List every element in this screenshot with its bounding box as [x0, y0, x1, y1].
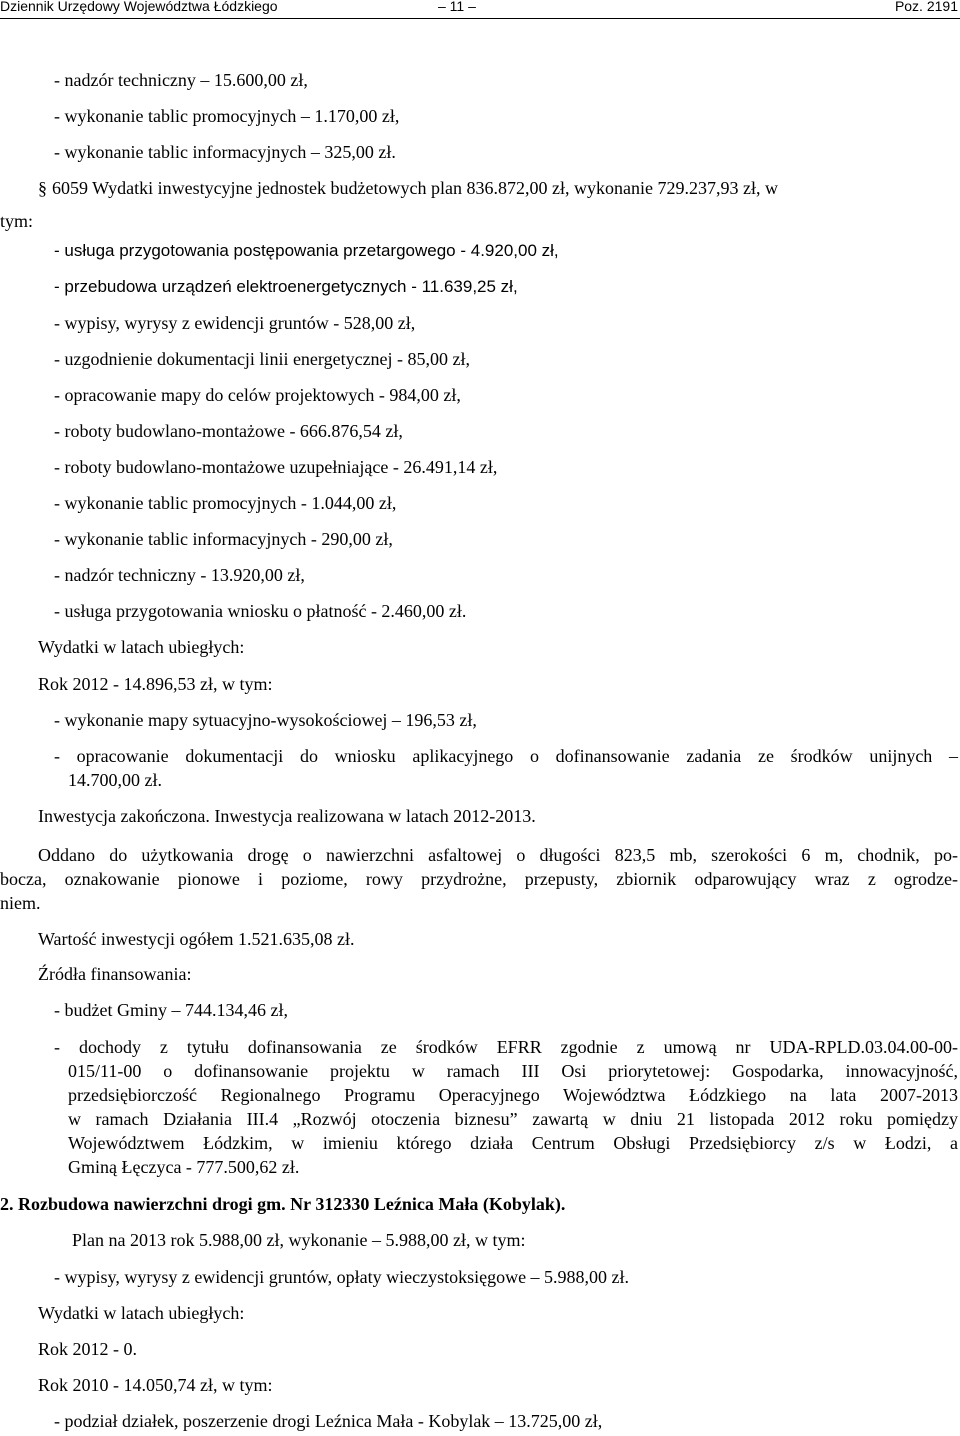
- efrr-line: - dochody z tytułu dofinansowania ze środków EFRR zgodnie z umową nr UDA-RPLD.03.04.00-00-: [54, 1037, 958, 1057]
- item-6059-text: 6059 Wydatki inwestycyjne jednostek budżetowych plan 836.872,00 zł, wykonanie 729.237,93 zł, w: [52, 178, 778, 198]
- efrr-line: 015/11-00 o dofinansowanie projektu w ramach III Osi priorytetowej: Gospodarka, innowacyjność,: [68, 1061, 958, 1081]
- total-value: Wartość inwestycji ogółem 1.521.635,08 zł.: [38, 929, 355, 949]
- handover-paragraph-line: bocza, oznakowanie pionowe i poziome, rowy przydrożne, przepusty, zbiornik odparowujący wraz z ogrodze-: [0, 869, 958, 889]
- completion-note: Inwestycja zakończona. Inwestycja realizowana w latach 2012-2013.: [38, 806, 536, 826]
- year-2012-line: Rok 2012 - 14.896,53 zł, w tym:: [38, 674, 273, 694]
- prior-years-heading: Wydatki w latach ubiegłych:: [38, 637, 245, 657]
- list-item: - nadzór techniczny – 15.600,00 zł,: [54, 70, 308, 90]
- list-item: - budżet Gminy – 744.134,46 zł,: [54, 1000, 288, 1020]
- list-item: - wykonanie tablic informacyjnych - 290,00 zł,: [54, 529, 393, 549]
- year-2012-line-2: Rok 2012 - 0.: [38, 1339, 137, 1359]
- section-bullet-icon: §: [38, 178, 47, 198]
- page-header: [0, 0, 960, 14]
- list-item-continuation: 14.700,00 zł.: [68, 770, 162, 790]
- list-item: - przebudowa urządzeń elektroenergetycznych - 11.639,25 zł,: [54, 277, 518, 296]
- list-item: - wykonanie tablic promocyjnych - 1.044,00 zł,: [54, 493, 397, 513]
- efrr-line: w ramach Działania III.4 „Rozwój otoczenia biznesu” zawartą w dniu 21 listopada 2012 roku pomiędzy: [68, 1109, 958, 1129]
- list-item: - podział działek, poszerzenie drogi Leźnica Mała - Kobylak – 13.725,00 zł,: [54, 1411, 603, 1431]
- list-item: - wypisy, wyrysy z ewidencji gruntów - 528,00 zł,: [54, 313, 416, 333]
- position-number: Poz. 2191: [894, 0, 958, 14]
- handover-paragraph-line: niem.: [0, 893, 41, 913]
- efrr-line: Województwem Łódzkim, w imieniu którego działa Centrum Obsługi Przedsiębiorcy z/s w Łodzi, a: [68, 1133, 958, 1153]
- list-item: - usługa przygotowania postępowania przetargowego - 4.920,00 zł,: [54, 241, 559, 260]
- list-item: - wypisy, wyrysy z ewidencji gruntów, opłaty wieczystoksięgowe – 5.988,00 zł.: [54, 1267, 630, 1287]
- journal-title: Dziennik Urzędowy Województwa Łódzkiego: [0, 0, 278, 14]
- header-rule: [0, 18, 960, 19]
- list-item: - wykonanie mapy sytuacyjno-wysokościowej – 196,53 zł,: [54, 710, 477, 730]
- prior-years-heading-2: Wydatki w latach ubiegłych:: [38, 1303, 245, 1323]
- paragraph-item-6059: [38, 177, 778, 199]
- list-item: - opracowanie dokumentacji do wniosku aplikacyjnego o dofinansowanie zadania ze środków unijnych –: [54, 746, 958, 766]
- list-item: - wykonanie tablic informacyjnych – 325,00 zł.: [54, 142, 396, 162]
- list-item: - roboty budowlano-montażowe uzupełniające - 26.491,14 zł,: [54, 457, 498, 477]
- funding-sources-heading: Źródła finansowania:: [38, 964, 192, 984]
- efrr-line: Gminą Łęczyca - 777.500,62 zł.: [68, 1157, 300, 1177]
- plan-2013-line: Plan na 2013 rok 5.988,00 zł, wykonanie – 5.988,00 zł, w tym:: [72, 1230, 526, 1250]
- efrr-line: przedsiębiorczość Regionalnego Programu Operacyjnego Województwa Łódzkiego na lata 2007-2013: [68, 1085, 958, 1105]
- item-6059-continuation: tym:: [0, 211, 34, 231]
- handover-paragraph-line: Oddano do użytkowania drogę o nawierzchni asfaltowej o długości 823,5 mb, szerokości 6 m, chodnik, po-: [38, 845, 958, 865]
- page-number: – 11 –: [438, 0, 476, 14]
- list-item: - usługa przygotowania wniosku o płatność - 2.460,00 zł.: [54, 601, 467, 621]
- list-item: - opracowanie mapy do celów projektowych - 984,00 zł,: [54, 385, 461, 405]
- list-item: - roboty budowlano-montażowe - 666.876,54 zł,: [54, 421, 403, 441]
- list-item: - nadzór techniczny - 13.920,00 zł,: [54, 565, 305, 585]
- section-2-title: 2. Rozbudowa nawierzchni drogi gm. Nr 312330 Leźnica Mała (Kobylak).: [0, 1194, 566, 1214]
- list-item: - uzgodnienie dokumentacji linii energetycznej - 85,00 zł,: [54, 349, 471, 369]
- year-2010-line: Rok 2010 - 14.050,74 zł, w tym:: [38, 1375, 273, 1395]
- list-item: - wykonanie tablic promocyjnych – 1.170,00 zł,: [54, 106, 400, 126]
